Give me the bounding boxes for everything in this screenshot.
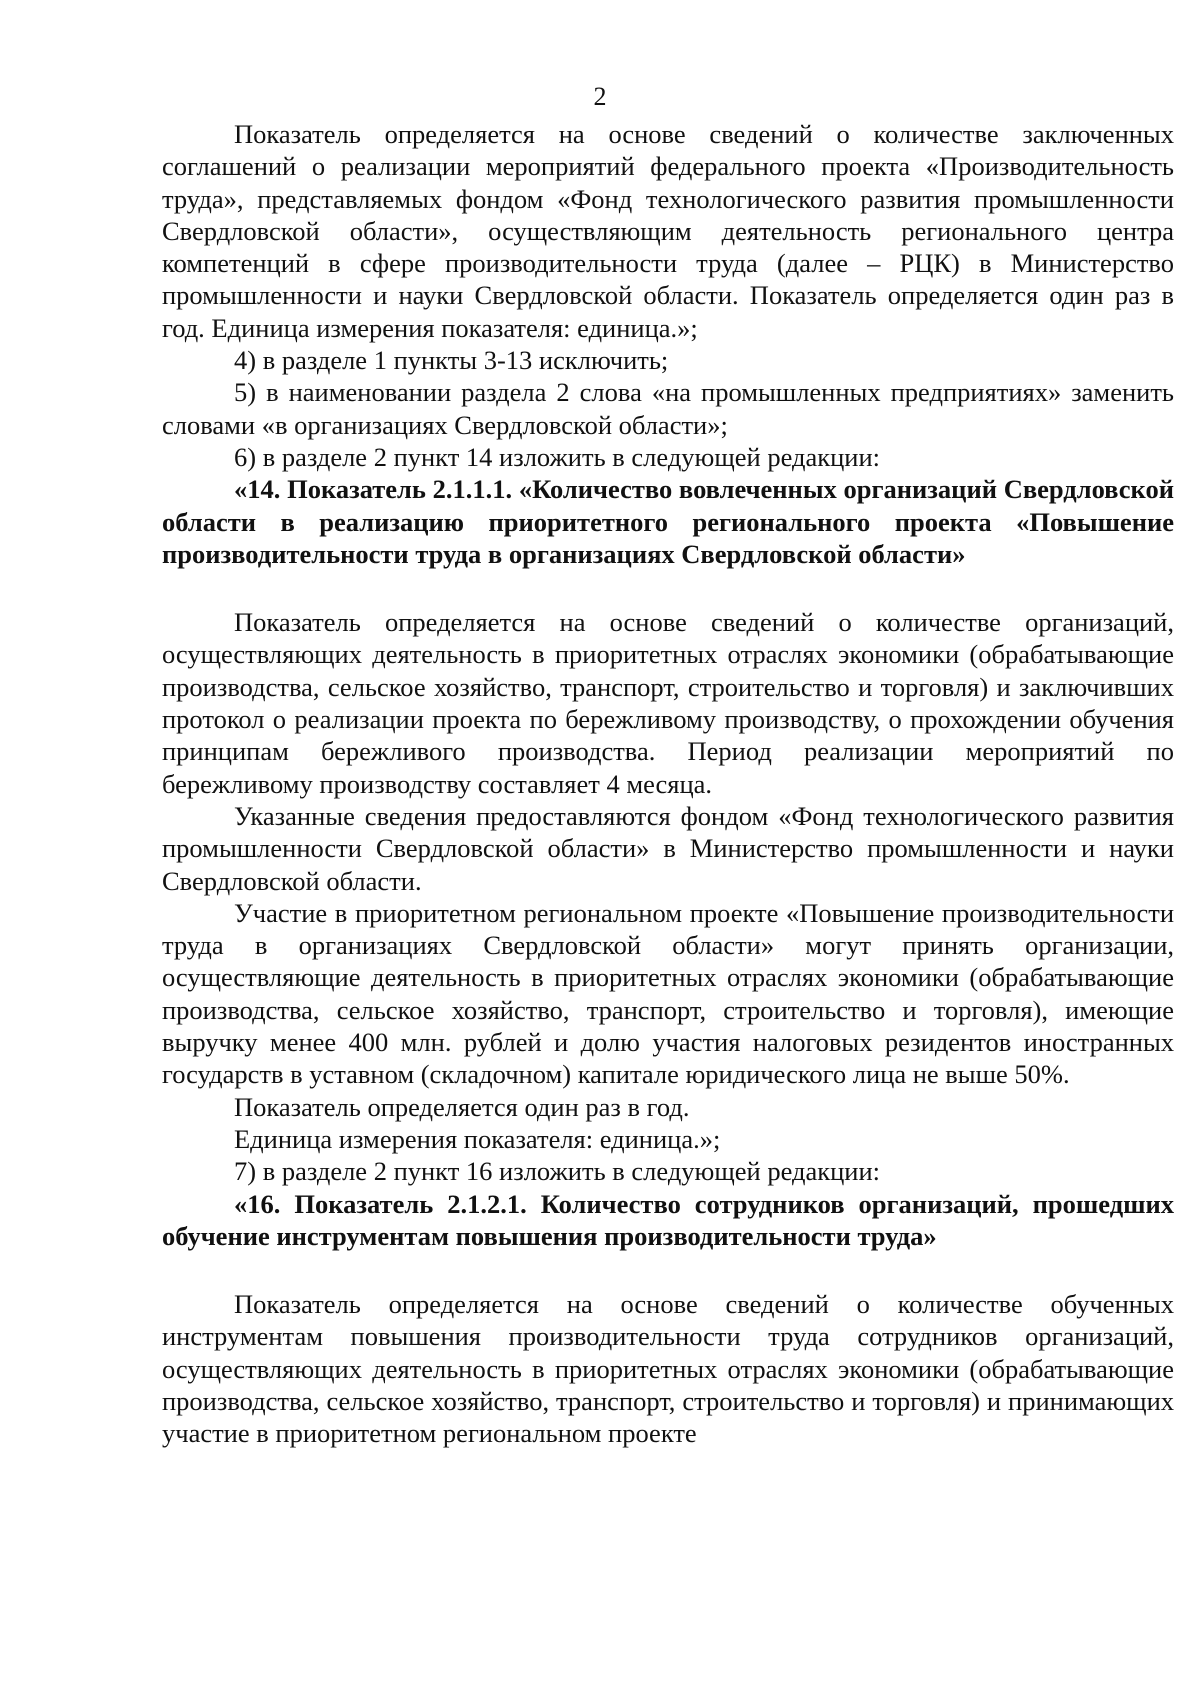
page-number: 2 xyxy=(593,82,607,111)
paragraph-data-source: Указанные сведения предоставляются фондом «Фонд технологического развития промышленности Свердловской области» в Министерство промышленности и науки Свердловской области. xyxy=(162,800,1174,896)
paragraph-unit: Единица измерения показателя: единица.»; xyxy=(234,1123,721,1154)
paragraph-indicator-16-definition: Показатель определяется на основе сведений о количестве обученных инструментам повышения производительности труда сотрудников организаций, осуществляющих деятельность в приоритетных отраслях экономики (обрабатывающие производства, сельское хозяйство, транспорт, строительство и торговля) и принимающих участие в приоритетном региональном проекте xyxy=(162,1289,1174,1449)
spacer xyxy=(162,570,1174,606)
heading-indicator-14: «14. Показатель 2.1.1.1. «Количество вовлеченных организаций Свердловской области в реализацию приоритетного регионального проекта «Повышение производительности труда в организациях Свердловской области» xyxy=(162,474,1174,569)
paragraph-participation: Участие в приоритетном региональном проекте «Повышение производительности труда в организациях Свердловской области» могут принять организации, осуществляющие деятельность в приоритетных отраслях экономики (обрабатывающие производства, сельское хозяйство, транспорт, строительство и торговля), имеющие выручку менее 400 млн. рублей и долю участия налоговых резидентов иностранных государств в уставном (складочном) капитале юридического лица не выше 50%. xyxy=(162,897,1174,1090)
paragraph-indicator-definition: Показатель определяется на основе сведений о количестве заключенных соглашений о реализации мероприятий федерального проекта «Производительность труда», представляемых фондом «Фонд технологического развития промышленности Свердловской области», осуществляющим деятельность регионального центра компетенций в сфере производительности труда (далее – РЦК) в Министерство промышленности и науки Свердловской области. Показатель определяется один раз в год. Единица измерения показателя: единица.»; xyxy=(162,119,1174,343)
paragraph-item-4: 4) в разделе 1 пункты 3-13 исключить; xyxy=(234,345,669,376)
paragraph-indicator-14-definition: Показатель определяется на основе сведений о количестве организаций, осуществляющих деятельность в приоритетных отраслях экономики (обрабатывающие производства, сельское хозяйство, транспорт, строительство и торговля) и заключивших протокол о реализации проекта по бережливому производству, о прохождении обучения принципам бережливого производства. Период реализации мероприятий по бережливому производству составляет 4 месяца. xyxy=(162,607,1174,799)
document-body xyxy=(162,118,1174,1450)
spacer xyxy=(162,1252,1174,1288)
heading-indicator-16: «16. Показатель 2.1.2.1. Количество сотрудников организаций, прошедших обучение инструментам повышения производительности труда» xyxy=(162,1188,1174,1251)
paragraph-item-5: 5) в наименовании раздела 2 слова «на промышленных предприятиях» заменить словами «в организациях Свердловской области»; xyxy=(162,377,1174,440)
paragraph-item-7: 7) в разделе 2 пункт 16 изложить в следующей редакции: xyxy=(234,1156,881,1187)
paragraph-frequency: Показатель определяется один раз в год. xyxy=(234,1091,690,1122)
paragraph-item-6: 6) в разделе 2 пункт 14 изложить в следующей редакции: xyxy=(234,441,881,472)
